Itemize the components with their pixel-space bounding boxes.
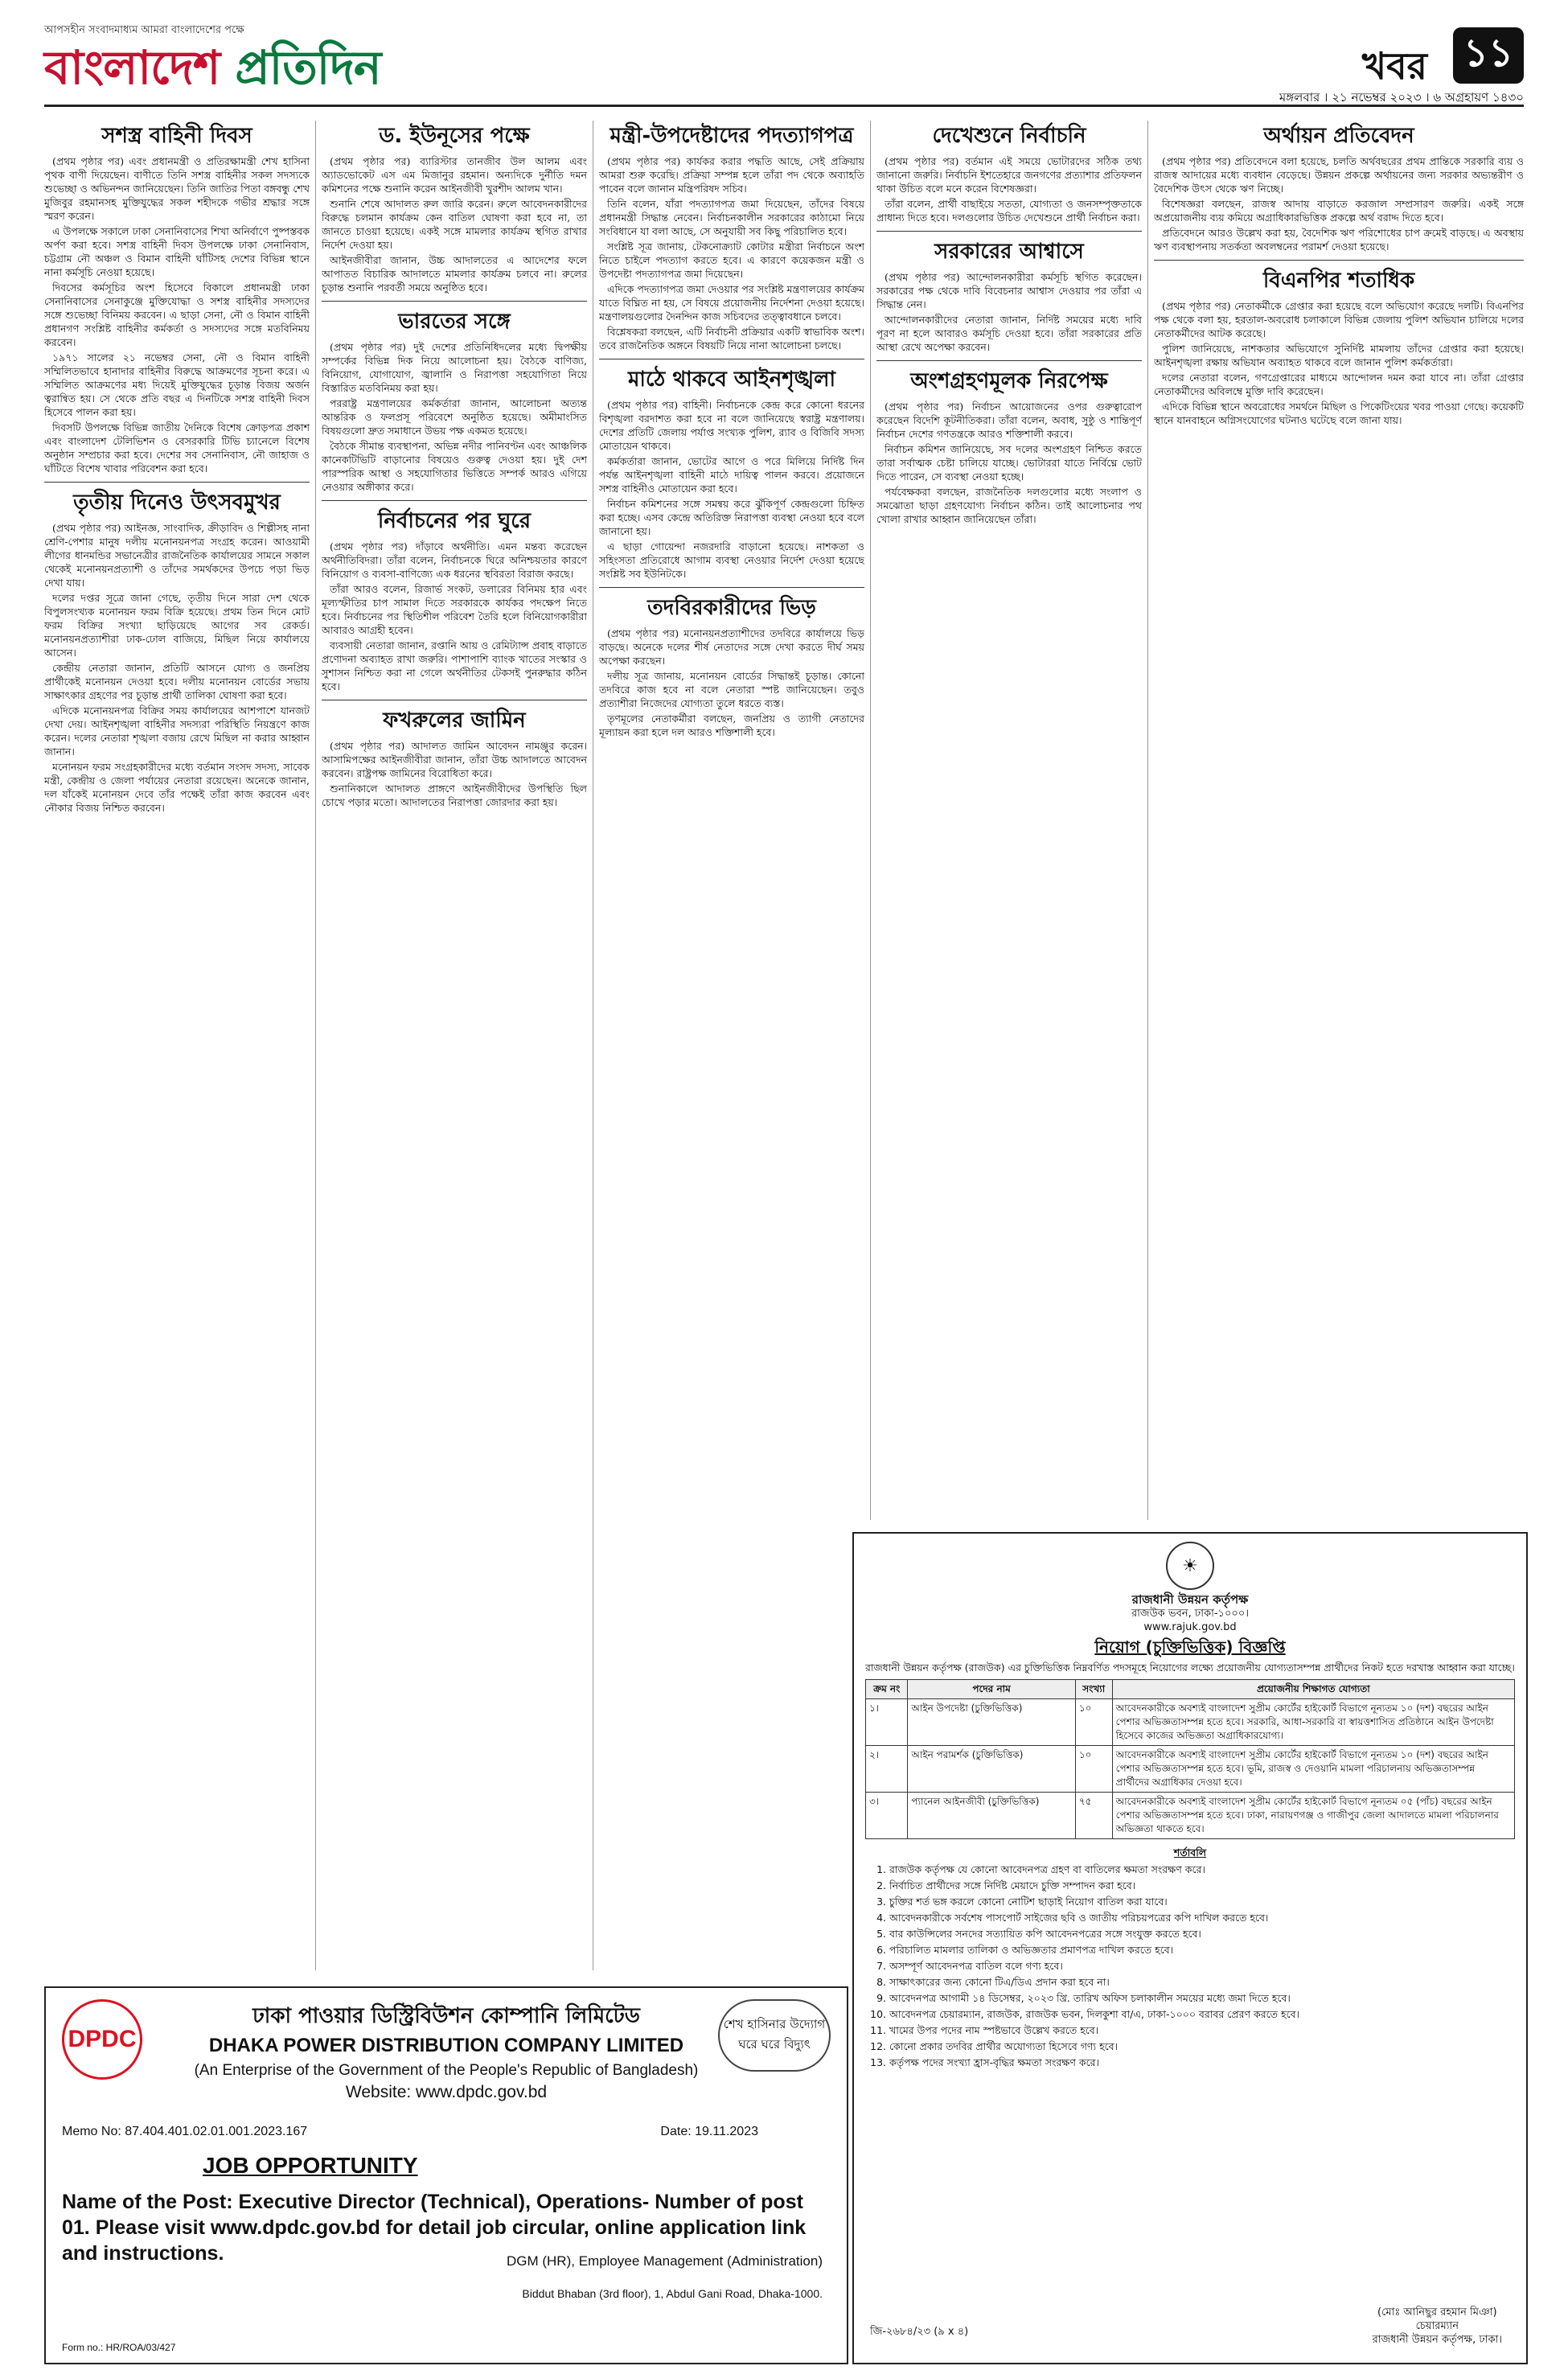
condition-item: 11. খামের উপর পদের নাম স্পষ্টভাবে উল্লেখ করতে হবে। <box>889 2023 1515 2037</box>
table-header-cell: সংখ্যা <box>1075 1680 1112 1699</box>
article-paragraph: (প্রথম পৃষ্ঠার পর) বাহিনী। নির্বাচনকে কেন্দ্র করে কোনো ধরনের বিশৃঙ্খলা বরদাশত করা হবে না বলে জানিয়েছে স্বরাষ্ট্র মন্ত্রণালয়। দেশের প্রতিটি জেলায় পর্যাপ্ত সংখ্যক পুলিশ, র‍্যাব ও বিজিবি সদস্য মোতায়েন থাকবে। <box>599 399 864 452</box>
column-2 <box>322 121 587 1970</box>
enterprise-line: (An Enterprise of the Government of the People's Republic of Bangladesh) <box>194 2062 699 2079</box>
article-paragraph: এদিকে বিভিন্ন স্থানে অবরোধের সমর্থনে মিছিল ও পিকেটিংয়ের খবর পাওয়া গেছে। কয়েকটি স্থানে যানবাহনে অগ্নিসংযোগের ঘটনাও ঘটেছে বলে জানা যায়। <box>1154 400 1524 426</box>
job-heading: JOB OPPORTUNITY <box>203 2153 418 2178</box>
notice-address: রাজউক ভবন, ঢাকা-১০০০। <box>1131 1608 1249 1620</box>
dpdc-logo-icon: DPDC <box>62 1999 142 2080</box>
column-divider <box>315 121 316 1970</box>
article-paragraph: শুনানিকালে আদালত প্রাঙ্গণে আইনজীবীদের উপস্থিতি ছিল চোখে পড়ার মতো। আদালতের নিরাপত্তা জোরদার করা হয়। <box>322 782 587 808</box>
article-headline[interactable]: অর্থায়ন প্রতিবেদন <box>1263 124 1414 148</box>
article-paragraph: (প্রথম পৃষ্ঠার পর) কার্যকর করার পদ্ধতি আছে, সেই প্রক্রিয়ায় আমরা শুরু করেছি। প্রক্রিয়া সম্পন্ন হলে তাঁরা পদ থেকে অব্যাহতি পাবেন বলে জানান মন্ত্রিপরিষদ সচিব। <box>599 155 864 195</box>
article-paragraph: কর্মকর্তারা জানান, ভোটের আগে ও পরে মিলিয়ে নির্দিষ্ট দিন পর্যন্ত আইনশৃঙ্খলা বাহিনী মাঠে দায়িত্ব পালন করবে। প্রয়োজনে সশস্ত্র বাহিনীও মোতায়েন করা হবে। <box>599 455 864 495</box>
masthead-tagline: আপসহীন সংবাদমাধ্যম আমরা বাংলাদেশের পক্ষে <box>44 24 244 36</box>
article-paragraph: আইনজীবীরা জানান, উচ্চ আদালতের এ আদেশের ফলে আপাতত বিচারিক আদালতে মামলার কার্যক্রম চলবে না। রুলের চূড়ান্ত শুনানি পরবর্তী সময়ে অনুষ্ঠিত হবে। <box>322 254 587 294</box>
article-paragraph: এদিকে মনোনয়নপত্র বিক্রির সময় কার্যালয়ের আশপাশে যানজট দেখা দেয়। আইনশৃঙ্খলা বাহিনীর সদস্যরা পরিস্থিতি নিয়ন্ত্রণে কাজ করেন। দলের নেতারা শৃঙ্খলা বজায় রেখে মিছিল না করার আহ্বান জানান। <box>44 704 310 758</box>
article-headline[interactable]: সরকারের আশ্বাসে <box>934 240 1084 264</box>
memo-number: Memo No: 87.404.401.02.01.001.2023.167 <box>62 2125 308 2138</box>
article-paragraph: (প্রথম পৃষ্ঠার পর) প্রতিবেদনে বলা হয়েছে, চলতি অর্থবছরের প্রথম প্রান্তিকে সরকারি ব্যয় ও রাজস্ব আদায়ের মধ্যে ব্যবধান বেড়েছে। উন্নয়ন প্রকল্পে অর্থায়নের জন্য সরকার অভ্যন্তরীণ ও বৈদেশিক উৎস থেকে ঋণ নিচ্ছে। <box>1154 155 1524 195</box>
article-headline[interactable]: নির্বাচনের পর ঘুরে <box>377 509 532 533</box>
article-paragraph: (প্রথম পৃষ্ঠার পর) মনোনয়নপ্রত্যাশীদের তদবিরে কার্যালয়ে ভিড় বাড়ছে। অনেকে দলের শীর্ষ নেতাদের সঙ্গে দেখা করতে দীর্ঘ সময় অপেক্ষা করছেন। <box>599 627 864 667</box>
column-5 <box>1154 121 1524 1520</box>
condition-item: 4. আবেদনকারীকে সর্বশেষ পাসপোর্ট সাইজের ছবি ও জাতীয় পরিচয়পত্রের কপি দাখিল করতে হবে। <box>889 1911 1515 1924</box>
article-paragraph: প্রতিবেদনে আরও উল্লেখ করা হয়, বৈদেশিক ঋণ পরিশোধের চাপ ক্রমেই বাড়ছে। এ অবস্থায় ঋণ ব্যবস্থাপনায় সতর্কতা অবলম্বনের পরামর্শ দেওয়া হয়েছে। <box>1154 227 1524 253</box>
article-paragraph: তিনি বলেন, যাঁরা পদত্যাগপত্র জমা দিয়েছেন, তাঁদের বিষয়ে প্রধানমন্ত্রী সিদ্ধান্ত নেবেন। নির্বাচনকালীন সরকারের কাঠামো নিয়ে সংবিধানে যা বলা আছে, সে অনুযায়ী সব কিছু পরিচালিত হবে। <box>599 198 864 237</box>
table-cell: ১। <box>866 1699 908 1746</box>
article-paragraph: কেন্দ্রীয় নেতারা জানান, প্রতিটি আসনে যোগ্য ও জনপ্রিয় প্রার্থীকেই মনোনয়ন দেওয়া হবে। দলীয় মনোনয়ন বোর্ডের সভায় সাক্ষাৎকার গ্রহণের পর চূড়ান্ত প্রার্থী তালিকা ঘোষণা করা হবে। <box>44 662 310 701</box>
article-paragraph: এ উপলক্ষে সকালে ঢাকা সেনানিবাসের শিখা অনির্বাণে পুষ্পস্তবক অর্পণ করা হবে। সশস্ত্র বাহিনী দিবস উপলক্ষে ঢাকা সেনানিবাস, চট্টগ্রাম নৌ অঞ্চল ও বিমান বাহিনী ঘাঁটিসহ দেশের বিভিন্ন স্থানে নানা কর্মসূচি নেওয়া হয়েছে। <box>44 225 310 278</box>
signatory-title: চেয়ারম্যান <box>1415 2320 1459 2332</box>
article-paragraph: (প্রথম পৃষ্ঠার পর) নেতাকর্মীকে গ্রেপ্তার করা হয়েছে বলে অভিযোগ করেছে দলটি। বিএনপির পক্ষ থেকে বলা হয়, হরতাল-অবরোধ চলাকালে বিভিন্ন জেলায় পুলিশ অভিযান চালিয়ে দলের নেতাকর্মীদের আটক করেছে। <box>1154 300 1524 339</box>
form-number: Form no.: HR/ROA/03/427 <box>62 2342 176 2353</box>
article-headline[interactable]: ড. ইউনূসের পক্ষে <box>379 124 530 148</box>
column-divider <box>870 121 871 1520</box>
column-1 <box>44 121 310 1970</box>
table-header-cell: ক্রম নং <box>866 1680 908 1699</box>
condition-item: 3. চুক্তির শর্ত ভঙ্গ করলে কোনো নোটিশ ছাড়াই নিয়োগ বাতিল করা যাবে। <box>889 1895 1515 1908</box>
column-divider <box>1147 121 1148 1520</box>
article-paragraph: (প্রথম পৃষ্ঠার পর) বর্তমান এই সময়ে ভোটারদের সঠিক তথ্য জানানো জরুরি। নির্বাচনি ইশতেহারে জনগণের প্রত্যাশার প্রতিফলন থাকা উচিত বলে মনে করেন বিশেষজ্ঞরা। <box>876 155 1142 195</box>
article-paragraph: শুনানি শেষে আদালত রুল জারি করেন। রুলে আবেদনকারীদের বিরুদ্ধে চলমান কার্যক্রম কেন বাতিল ঘোষণা করা হবে না, তা জানতে চাওয়া হয়েছে। একই সঙ্গে মামলার কার্যক্রম স্থগিত রাখার নির্দেশ দেওয়া হয়। <box>322 198 587 251</box>
section-name: খবর <box>1361 44 1427 88</box>
ad-signatory: DGM (HR), Employee Management (Administration) <box>506 2253 823 2269</box>
table-cell: আবেদনকারীকে অবশ্যই বাংলাদেশ সুপ্রীম কোর্টের হাইকোর্ট বিভাগে নূন্যতম ১০ (দশ) বছরের আইন পেশার অভিজ্ঞতাসম্পন্ন হতে হবে। সরকারি, আধা-সরকারি বা স্বায়ত্তশাসিত প্রতিষ্ঠানে আইন উপদেষ্টা হিসেবে কাজের অভিজ্ঞতা অগ্রাধিকারযোগ্য। <box>1112 1699 1514 1746</box>
table-cell: আইন উপদেষ্টা (চুক্তিভিত্তিক) <box>908 1699 1075 1746</box>
table-cell: ২। <box>866 1746 908 1793</box>
article-paragraph: পুলিশ জানিয়েছে, নাশকতার অভিযোগে সুনির্দিষ্ট মামলায় তাঁদের গ্রেপ্তার করা হয়েছে। আইনশৃঙ্খলা রক্ষায় অভিযান অব্যাহত থাকবে বলে জানান পুলিশ কর্মকর্তারা। <box>1154 343 1524 368</box>
company-name-en: DHAKA POWER DISTRIBUTION COMPANY LIMITED <box>208 2035 684 2056</box>
article-paragraph: বিশ্লেষকরা বলছেন, এটি নির্বাচনী প্রক্রিয়ার একটি স্বাভাবিক অংশ। তবে রাজনৈতিক অঙ্গনে বিষয়টি নিয়ে নানা আলোচনা চলছে। <box>599 326 864 351</box>
article-paragraph: পর্যবেক্ষকরা বলছেন, রাজনৈতিক দলগুলোর মধ্যে সংলাপ ও সমঝোতা ছাড়া গ্রহণযোগ্য নির্বাচন কঠিন। তাই আলোচনার পথ খোলা রাখার আহ্বান জানিয়েছেন তাঁরা। <box>876 486 1142 525</box>
article-headline[interactable]: মন্ত্রী-উপদেষ্টাদের পদত্যাগপত্র <box>610 124 854 148</box>
table-row <box>866 1793 1515 1839</box>
article-headline[interactable]: ভারতের সঙ্গে <box>398 310 511 334</box>
table-cell: আইন পরামর্শক (চুক্তিভিত্তিক) <box>908 1746 1075 1793</box>
posts-table <box>865 1679 1515 1839</box>
rajuk-seal-icon: ☀ <box>1166 1542 1214 1590</box>
company-name-bn: ঢাকা পাওয়ার ডিস্ট্রিবিউশন কোম্পানি লিমিটেড <box>252 2004 640 2028</box>
article-paragraph: (প্রথম পৃষ্ঠার পর) দাঁড়াবে অর্থনীতি। এমন মন্তব্য করেছেন অর্থনীতিবিদরা। তাঁরা বলেন, নির্বাচনকে ঘিরে অনিশ্চয়তার কারণে বিনিয়োগ ও ব্যবসা-বাণিজ্যে এক ধরনের স্থবিরতা বিরাজ করছে। <box>322 540 587 580</box>
article-paragraph: (প্রথম পৃষ্ঠার পর) এবং প্রধানমন্ত্রী ও প্রতিরক্ষামন্ত্রী শেখ হাসিনা পৃথক বাণী দিয়েছেন। বাণীতে তিনি সশস্ত্র বাহিনীর সকল সদস্যকে শুভেচ্ছা ও অভিনন্দন জানিয়েছেন। তিনি জাতির পিতা বঙ্গবন্ধু শেখ মুজিবুর রহমানসহ মুক্তিযুদ্ধের সকল শহীদকে গভীর শ্রদ্ধার সঙ্গে স্মরণ করেন। <box>44 155 310 222</box>
article-paragraph: এ ছাড়া গোয়েন্দা নজরদারি বাড়ানো হয়েছে। নাশকতা ও সহিংসতা প্রতিরোধে আগাম ব্যবস্থা নেওয়ার নির্দেশ দেওয়া হয়েছে সংশ্লিষ্ট সব ইউনিটকে। <box>599 540 864 580</box>
article-paragraph: দলের নেতারা বলেন, গণগ্রেপ্তারের মাধ্যমে আন্দোলন দমন করা যাবে না। তাঁরা গ্রেপ্তার নেতাকর্মীদের অবিলম্বে মুক্তি দাবি করেছেন। <box>1154 372 1524 397</box>
article-separator <box>322 301 587 302</box>
article-headline[interactable]: দেখেশুনে নির্বাচনি <box>932 124 1086 148</box>
table-cell: আবেদনকারীকে অবশ্যই বাংলাদেশ সুপ্রীম কোর্টের হাইকোর্ট বিভাগে নূন্যতম ১০ (দশ) বছরের আইন পেশার অভিজ্ঞতাসম্পন্ন হতে হবে। ভূমি, রাজস্ব ও দেওয়ানি মামলা পরিচালনায় অভিজ্ঞতাসম্পন্ন প্রার্থীদের অগ্রাধিকার দেওয়া হবে। <box>1112 1746 1514 1793</box>
dateline: মঙ্গলবার । ২১ নভেম্বর ২০২৩ । ৬ অগ্রহায়ণ ১৪৩০ <box>1279 90 1524 105</box>
condition-item: 1. রাজউক কর্তৃপক্ষ যে কোনো আবেদনপত্র গ্রহণ বা বাতিলের ক্ষমতা সংরক্ষণ করে। <box>889 1863 1515 1876</box>
brand-first: বাংলাদেশ <box>44 40 220 95</box>
article-separator <box>876 231 1142 232</box>
signatory-org: রাজধানী উন্নয়ন কর্তৃপক্ষ, ঢাকা। <box>1372 2334 1502 2346</box>
signatory-name: (মোঃ আনিছুর রহমান মিঞা) <box>1377 2306 1497 2319</box>
table-cell: ৭৫ <box>1075 1793 1112 1839</box>
condition-item: 9. আবেদনপত্র আগামী ১৪ ডিসেম্বর, ২০২৩ খ্রি. তারিখ অফিস চলাকালীন সময়ের মধ্যে জমা দিতে হবে। <box>889 1991 1515 2005</box>
article-headline[interactable]: বিএনপির শতাধিক <box>1262 269 1415 293</box>
condition-item: 7. অসম্পূর্ণ আবেদনপত্র বাতিল বলে গণ্য হবে। <box>889 1959 1515 1973</box>
condition-item: 10. আবেদনপত্র চেয়ারম্যান, রাজউক, রাজউক ভবন, দিলকুশা বা/এ, ঢাকা-১০০০ বরাবর প্রেরণ করতে হবে। <box>889 2007 1515 2021</box>
condition-item: 5. বার কাউন্সিলের সনদের সত্যায়িত কপি আবেদনপত্রের সঙ্গে সংযুক্ত করতে হবে। <box>889 1927 1515 1941</box>
article-paragraph: (প্রথম পৃষ্ঠার পর) ব্যারিস্টার তানজীব উল আলম এবং অ্যাডভোকেট এস এম মিজানুর রহমান। অন্যদিকে দুর্নীতি দমন কমিশনের পক্ষে শুনানি করেন আইনজীবী খুরশীদ আলম খান। <box>322 155 587 195</box>
table-header-cell: প্রয়োজনীয় শিক্ষাগত যোগ্যতা <box>1112 1680 1514 1699</box>
article-paragraph: দিবসটি উপলক্ষে বিভিন্ন জাতীয় দৈনিকে বিশেষ ক্রোড়পত্র প্রকাশ এবং বাংলাদেশ টেলিভিশন ও বেসরকারি টিভি চ্যানেলে বিশেষ অনুষ্ঠান সম্প্রচার করা হবে। দেশের সব সেনানিবাস, নৌ জাহাজ ও ঘাঁটিতে বিশেষ খাবার পরিবেশন করা হবে। <box>44 421 310 474</box>
notice-website[interactable]: www.rajuk.gov.bd <box>1143 1621 1237 1633</box>
notice-title: নিয়োগ (চুক্তিভিত্তিক) বিজ্ঞপ্তি <box>1094 1637 1286 1657</box>
table-row <box>866 1746 1515 1793</box>
article-paragraph: (প্রথম পৃষ্ঠার পর) আন্দোলনকারীরা কর্মসূচি স্থগিত করেছেন। সরকারের পক্ষ থেকে দাবি বিবেচনার আশ্বাস দেওয়ার পর তাঁরা এ সিদ্ধান্ত নেন। <box>876 271 1142 310</box>
article-paragraph: দলের দপ্তর সূত্রে জানা গেছে, তৃতীয় দিনে সারা দেশ থেকে বিপুলসংখ্যক মনোনয়ন ফরম বিক্রি হয়েছে। প্রথম তিন দিনে মোট ফরম বিক্রির সংখ্যা ছাড়িয়েছে আগের সব রেকর্ড। মনোনয়নপ্রত্যাশীরা ঢাক-ঢোল বাজিয়ে, মিছিল নিয়ে কার্যালয়ে আসেন। <box>44 592 310 659</box>
article-paragraph: সংশ্লিষ্ট সূত্র জানায়, টেকনোক্র্যাট কোটার মন্ত্রীরা নির্বাচনে অংশ নিতে চাইলে পদত্যাগ করতে হবে। এ কারণে কয়েকজন মন্ত্রী ও উপদেষ্টা পদত্যাগপত্র জমা দিয়েছেন। <box>599 240 864 280</box>
article-paragraph: আন্দোলনকারীদের নেতারা জানান, নির্দিষ্ট সময়ের মধ্যে দাবি পূরণ না হলে আবারও কর্মসূচি দেওয়া হবে। তাঁরা সরকারের প্রতি আস্থা রেখে অপেক্ষা করবেন। <box>876 314 1142 353</box>
company-website[interactable]: Website: www.dpdc.gov.bd <box>345 2083 548 2101</box>
ad-date: Date: 19.11.2023 <box>660 2125 758 2138</box>
table-header-cell: পদের নাম <box>908 1680 1075 1699</box>
table-cell: ১০ <box>1075 1699 1112 1746</box>
article-separator <box>44 482 310 483</box>
article-separator <box>876 360 1142 361</box>
column-3 <box>599 121 864 1970</box>
article-headline[interactable]: তৃতীয় দিনেও উৎসবমুখর <box>73 491 281 515</box>
condition-item: 13. কর্তৃপক্ষ পদের সংখ্যা হ্রাস-বৃদ্ধির ক্ষমতা সংরক্ষণ করে। <box>889 2056 1515 2069</box>
article-paragraph: এদিকে পদত্যাগপত্র জমা দেওয়ার পর সংশ্লিষ্ট মন্ত্রণালয়ের কার্যক্রম যাতে বিঘ্নিত না হয়, সে বিষয়ে প্রয়োজনীয় নির্দেশনা দেওয়া হয়েছে। মন্ত্রণালয়গুলোর দৈনন্দিন কাজ সচিবদের তত্ত্বাবধানে চলবে। <box>599 283 864 322</box>
condition-item: 6. পরিচালিত মামলার তালিকা ও অভিজ্ঞতার প্রমাণপত্র দাখিল করতে হবে। <box>889 1943 1515 1957</box>
article-headline[interactable]: মাঠে থাকবে আইনশৃঙ্খলা <box>627 368 836 392</box>
article-paragraph: (প্রথম পৃষ্ঠার পর) আইনজ্ঞ, সাংবাদিক, ক্রীড়াবিদ ও শিল্পীসহ নানা শ্রেণি-পেশার মানুষ দলীয় মনোনয়নপত্র সংগ্রহ করেন। আওয়ামী লীগের ধানমন্ডির সভানেত্রীর রাজনৈতিক কার্যালয়ের সামনে সকাল থেকেই মনোনয়নপ্রত্যাশী ও তাঁদের সমর্থকদের উপচে পড়া ভিড় দেখা যায়। <box>44 522 310 589</box>
condition-item: 2. নির্বাচিত প্রার্থীদের সঙ্গে নির্দিষ্ট মেয়াদে চুক্তি সম্পাদন করা হবে। <box>889 1879 1515 1892</box>
article-paragraph: নির্বাচন কমিশন জানিয়েছে, সব দলের অংশগ্রহণ নিশ্চিত করতে তারা সর্বাত্মক চেষ্টা চালিয়ে যাচ্ছে। ভোটাররা যাতে নির্বিঘ্নে ভোট দিতে পারেন, সে ব্যবস্থা নেওয়া হচ্ছে। <box>876 443 1142 483</box>
article-headline[interactable]: অংশগ্রহণমূলক নিরপেক্ষ <box>910 369 1108 393</box>
article-paragraph: (প্রথম পৃষ্ঠার পর) নির্বাচন আয়োজনের ওপর গুরুত্বারোপ করেছেন বিদেশি কূটনীতিকরা। তাঁরা বলেন, অবাধ, সুষ্ঠু ও শান্তিপূর্ণ নির্বাচন দেশের গণতন্ত্রকে আরও শক্তিশালী করবে। <box>876 400 1142 440</box>
article-paragraph: (প্রথম পৃষ্ঠার পর) আদালত জামিন আবেদন নামঞ্জুর করেন। আসামিপক্ষের আইনজীবীরা জানান, তাঁরা উচ্চ আদালতে আবেদন করবেন। রাষ্ট্রপক্ষ জামিনের বিরোধিতা করে। <box>322 740 587 779</box>
condition-item: 8. সাক্ষাৎকারের জন্য কোনো টিএ/ডিএ প্রদান করা হবে না। <box>889 1975 1515 1989</box>
article-paragraph: তাঁরা বলেন, প্রার্থী বাছাইয়ে সততা, যোগ্যতা ও জনসম্পৃক্ততাকে প্রাধান্য দিতে হবে। দলগুলোর উচিত দেখেশুনে প্রার্থী নির্বাচন করা। <box>876 198 1142 224</box>
rajuk-recruitment-notice <box>852 1532 1528 2364</box>
table-row <box>866 1699 1515 1746</box>
table-cell: আবেদনকারীকে অবশ্যই বাংলাদেশ সুপ্রীম কোর্টের হাইকোর্ট বিভাগে নূন্যতম ০৫ (পাঁচ) বছরের আইন পেশার অভিজ্ঞতাসম্পন্ন হতে হবে। ঢাকা, নারায়ণগঞ্জ ও গাজীপুর জেলা আদালতে মামলা পরিচালনার অভিজ্ঞতা থাকতে হবে। <box>1112 1793 1514 1839</box>
article-paragraph: মনোনয়ন ফরম সংগ্রহকারীদের মধ্যে বর্তমান সংসদ সদস্য, সাবেক মন্ত্রী, কেন্দ্রীয় ও জেলা পর্যায়ের নেতারা রয়েছেন। অনেকে জানান, দল যাঁকেই মনোনয়ন দেবে তাঁর পক্ষেই তাঁরা কাজ করবেন এবং নৌকার বিজয় নিশ্চিত করবেন। <box>44 761 310 814</box>
notice-code: জি-২৬৮৪/২৩ (৯ x ৪) <box>870 2326 969 2338</box>
condition-item: 12. কোনো প্রকার তদবির প্রার্থীর অযোগ্যতা হিসেবে গণ্য হবে। <box>889 2039 1515 2053</box>
table-cell: ৩। <box>866 1793 908 1839</box>
article-headline[interactable]: সশস্ত্র বাহিনী দিবস <box>101 124 252 148</box>
article-paragraph: দলীয় সূত্র জানায়, মনোনয়ন বোর্ডের সিদ্ধান্তই চূড়ান্ত। কোনো তদবিরে কাজ হবে না বলে নেতারা স্পষ্ট জানিয়েছেন। তবুও প্রত্যাশীরা নিজেদের যোগ্যতা তুলে ধরতে ব্যস্ত। <box>599 670 864 709</box>
article-paragraph: তাঁরা আরও বলেন, রিজার্ভ সংকট, ডলারের বিনিময় হার এবং মূল্যস্ফীতির চাপ সামাল দিতে সরকারকে কার্যকর পদক্ষেপ নিতে হবে। নির্বাচনের পর স্থিতিশীল পরিবেশ তৈরি হলে বিনিয়োগকারীরা আবারও আগ্রহী হবেন। <box>322 583 587 636</box>
article-paragraph: বৈঠকে সীমান্ত ব্যবস্থাপনা, অভিন্ন নদীর পানিবণ্টন এবং আঞ্চলিক কানেকটিভিটি বাড়ানোর বিষয়েও গুরুত্ব দেওয়া হয়। দুই দেশ পারস্পরিক আস্থা ও সহযোগিতার ভিত্তিতে সম্পর্ক আরও এগিয়ে নেওয়ার অঙ্গীকার করে। <box>322 440 587 493</box>
notice-intro: রাজধানী উন্নয়ন কর্তৃপক্ষ (রাজউক) এর চুক্তিভিত্তিক নিম্নবর্ণিত পদসমূহে নিয়োগের লক্ষ্যে প্রয়োজনীয় যোগ্যতাসম্পন্ন প্রার্থীদের নিকট হতে দরখাস্ত আহ্বান করা যাচ্ছে। <box>865 1661 1515 1674</box>
article-paragraph: পররাষ্ট্র মন্ত্রণালয়ের কর্মকর্তারা জানান, আলোচনা অত্যন্ত আন্তরিক ও ফলপ্রসূ পরিবেশে অনুষ্ঠিত হয়েছে। অমীমাংসিত বিষয়গুলো দ্রুত সমাধানে উভয় পক্ষ একমত হয়েছে। <box>322 397 587 437</box>
newspaper-logo[interactable] <box>44 32 381 110</box>
brand-second: প্রতিদিন <box>235 40 381 95</box>
article-paragraph: তৃণমূলের নেতাকর্মীরা বলছেন, জনপ্রিয় ও ত্যাগী নেতাদের মূল্যায়ন করা হলে দল আরও শক্তিশালী হবে। <box>599 713 864 738</box>
article-separator <box>322 500 587 501</box>
dpdc-job-advertisement <box>44 1986 848 2364</box>
column-4 <box>876 121 1142 1520</box>
article-paragraph: বিশেষজ্ঞরা বলছেন, রাজস্ব আদায় বাড়াতে করজাল সম্প্রসারণ জরুরি। একই সঙ্গে অপ্রয়োজনীয় ব্যয় কমিয়ে অগ্রাধিকারভিত্তিক প্রকল্পে অর্থ বরাদ্দ দিতে হবে। <box>1154 198 1524 224</box>
job-description: Name of the Post: Executive Director (Technical), Operations- Number of post 01. Please visit www.dpdc.gov.bd for detail job circular, online application link and instructions. <box>62 2191 807 2265</box>
article-paragraph: ১৯৭১ সালের ২১ নভেম্বর সেনা, নৌ ও বিমান বাহিনী সম্মিলিতভাবে হানাদার বাহিনীর বিরুদ্ধে আক্রমণের সূচনা করে। এ সম্মিলিত আক্রমণের মধ্য দিয়েই মুক্তিযুদ্ধের চূড়ান্ত বিজয় অর্জন ত্বরান্বিত হয়। সে থেকে প্রতি বছর এ দিনটিকে সশস্ত্র বাহিনী দিবস হিসেবে পালন করা হয়। <box>44 351 310 418</box>
table-cell: প্যানেল আইনজীবী (চুক্তিভিত্তিক) <box>908 1793 1075 1839</box>
article-paragraph: দিবসের কর্মসূচির অংশ হিসেবে বিকালে প্রধানমন্ত্রী ঢাকা সেনানিবাসের সেনাকুঞ্জে মুক্তিযোদ্ধা ও সশস্ত্র বাহিনীর সদস্যদের সঙ্গে শুভেচ্ছা বিনিময় করবেন। এ ছাড়া সেনা, নৌ ও বিমান বাহিনী প্রধানগণ সংশ্লিষ্ট বাহিনীর কর্মকর্তা ও সদস্যদের সঙ্গে মতবিনিময় করবেন। <box>44 281 310 348</box>
table-cell: ১০ <box>1075 1746 1112 1793</box>
notice-signature-block <box>1373 2306 1502 2347</box>
article-separator <box>1154 260 1524 261</box>
campaign-badge: শেখ হাসিনার উদ্যোগ ঘরে ঘরে বিদ্যুৎ <box>718 1999 831 2072</box>
conditions-list <box>865 1863 1515 2069</box>
article-headline[interactable]: তদবিরকারীদের ভিড় <box>647 596 816 620</box>
conditions-title: শর্তাবলি <box>1173 1846 1207 1859</box>
article-paragraph: (প্রথম পৃষ্ঠার পর) দুই দেশের প্রতিনিধিদলের মধ্যে দ্বিপক্ষীয় সম্পর্কের বিভিন্ন দিক নিয়ে আলোচনা হয়। বৈঠকে বাণিজ্য, বিনিয়োগ, যোগাযোগ, জ্বালানি ও নিরাপত্তা সহযোগিতা নিয়ে বিস্তারিত মতবিনিময় করা হয়। <box>322 341 587 394</box>
article-separator <box>599 587 864 588</box>
article-paragraph: ব্যবসায়ী নেতারা জানান, রপ্তানি আয় ও রেমিট্যান্স প্রবাহ বাড়াতে প্রণোদনা অব্যাহত রাখা জরুরি। পাশাপাশি ব্যাংক খাতের সংস্কার ও সুশাসন নিশ্চিত করা না গেলে অর্থনীতির টেকসই পুনরুদ্ধার কঠিন হবে। <box>322 639 587 692</box>
notice-organization: রাজধানী উন্নয়ন কর্তৃপক্ষ <box>1131 1592 1249 1607</box>
ad-address: Biddut Bhaban (3rd floor), 1, Abdul Gani Road, Dhaka-1000. <box>522 2287 823 2300</box>
page-number: ১১ <box>1453 27 1524 84</box>
article-headline[interactable]: ফখরুলের জামিন <box>383 709 526 733</box>
article-paragraph: নির্বাচন কমিশনের সঙ্গে সমন্বয় করে ঝুঁকিপূর্ণ কেন্দ্রগুলো চিহ্নিত করা হচ্ছে। এসব কেন্দ্রে অতিরিক্ত নিরাপত্তা ব্যবস্থা নেওয়া হবে বলে জানানো হয়। <box>599 498 864 537</box>
masthead <box>44 23 1524 107</box>
